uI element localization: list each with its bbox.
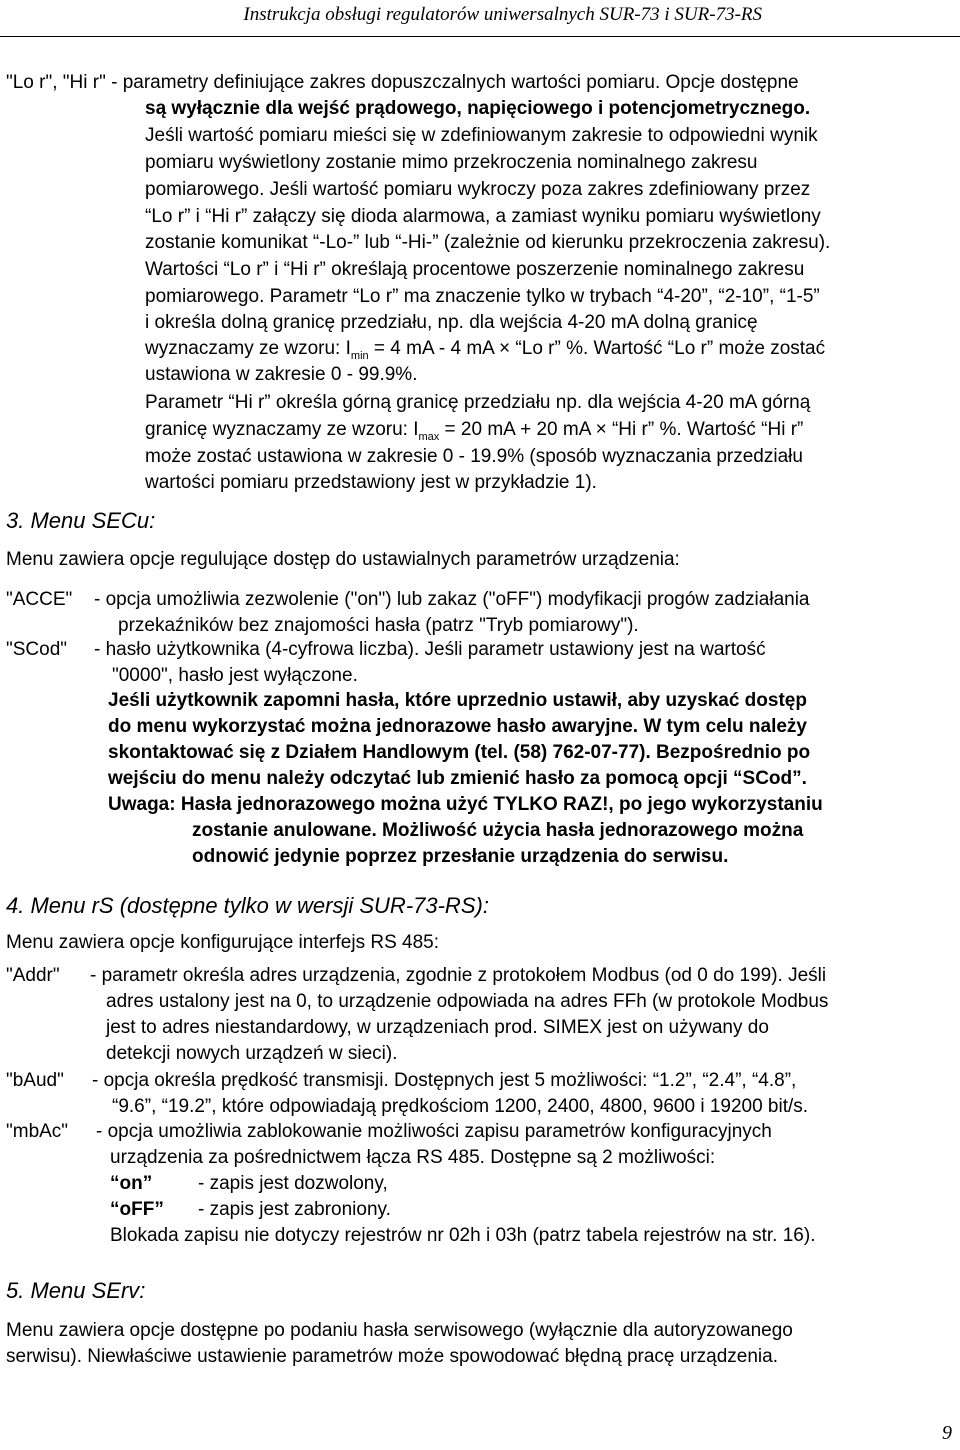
option-on-desc: - zapis jest dozwolony, (198, 1173, 388, 1194)
serv-line: serwisu). Niewłaściwe ustawienie parametrów może spowodować błędną pracę urządzenia. (6, 1346, 778, 1367)
document-title: Instrukcja obsługi regulatorów uniwersalnych SUR-73 i SUR-73-RS (243, 4, 762, 25)
param-label-acce: "ACCE" (6, 589, 73, 610)
note-line: Uwaga: Hasła jednorazowego można użyć TYLKO RAZ!, po jego wykorzystaniu (108, 794, 823, 815)
lo-hi-line: pomiaru wyświetlony zostanie mimo przekroczenia nominalnego zakresu (145, 152, 758, 173)
param-desc: jest to adres niestandardowy, w urządzeniach prod. SIMEX jest on używany do (106, 1017, 769, 1038)
lo-hi-line: Parametr “Hi r” określa górną granicę przedziału np. dla wejścia 4-20 mA górną (145, 392, 811, 413)
lo-hi-line: zostanie komunikat “-Lo-” lub “-Hi-” (zależnie od kierunku przekroczenia zakresu). (145, 232, 831, 253)
param-desc: adres ustalony jest na 0, to urządzenie odpowiada na adres FFh (w protokole Modbus (106, 991, 829, 1012)
section-heading-serv: 5. Menu SErv: (6, 1278, 146, 1303)
lo-hi-line: pomiarowego. Jeśli wartość pomiaru wykroczy poza zakres zdefiniowany przez (145, 179, 811, 200)
secu-intro: Menu zawiera opcje regulujące dostęp do ustawialnych parametrów urządzenia: (6, 549, 680, 570)
mbac-note: Blokada zapisu nie dotyczy rejestrów nr 02h i 03h (patrz tabela rejestrów na str. 16). (110, 1225, 816, 1246)
page-header (0, 0, 960, 37)
lo-hi-line: może zostać ustawiona w zakresie 0 - 19.9% (sposób wyznaczania przedziału (145, 446, 803, 467)
param-label-scod: "SCod" (6, 639, 68, 660)
lo-hi-line: Jeśli wartość pomiaru mieści się w zdefiniowanym zakresie to odpowiedni wynik (145, 125, 818, 146)
section-heading-secu: 3. Menu SECu: (6, 508, 156, 533)
section-heading-rs: 4. Menu rS (dostępne tylko w wersji SUR-73-RS): (6, 893, 489, 918)
subscript: min (350, 349, 369, 362)
formula-text: wyznaczamy ze wzoru: I (145, 338, 351, 359)
param-desc: - opcja umożliwia zezwolenie ("on") lub zakaz ("oFF") modyfikacji progów zadziałania (94, 589, 810, 610)
note-line: do menu wykorzystać można jednorazowe hasło awaryjne. W tym celu należy (108, 716, 807, 737)
param-label-mbac: "mbAc" (6, 1121, 69, 1142)
subscript: max (418, 430, 440, 443)
lo-hi-formula-max (145, 417, 803, 443)
rs-intro: Menu zawiera opcje konfigurujące interfejs RS 485: (6, 932, 440, 953)
lo-hi-formula-min (145, 336, 825, 362)
lo-hi-line: wartości pomiaru przedstawiony jest w przykładzie 1). (145, 472, 597, 493)
note-line: odnowić jedynie poprzez przesłanie urządzenia do serwisu. (192, 846, 729, 867)
option-off: “oFF” (110, 1199, 164, 1220)
note-line: wejściu do menu należy odczytać lub zmienić hasło za pomocą opcji “SCod”. (108, 768, 807, 789)
lo-hi-line: są wyłącznie dla wejść prądowego, napięciowego i potencjometrycznego. (145, 98, 811, 119)
param-desc: - opcja umożliwia zablokowanie możliwości zapisu parametrów konfiguracyjnych (96, 1121, 772, 1142)
param-label-addr: "Addr" (6, 965, 60, 986)
note-line: Jeśli użytkownik zapomni hasła, które uprzednio ustawił, aby uzyskać dostęp (108, 690, 807, 711)
param-desc: - opcja określa prędkość transmisji. Dostępnych jest 5 możliwości: “1.2”, “2.4”, “4.8”, (92, 1070, 797, 1091)
option-on: “on” (110, 1173, 153, 1194)
lo-hi-line: “Lo r” i “Hi r” załączy się dioda alarmowa, a zamiast wyniku pomiaru wyświetlony (145, 206, 821, 227)
lo-hi-line: "Lo r", "Hi r" - parametry definiujące zakres dopuszczalnych wartości pomiaru. Opcje dostępne (6, 72, 799, 93)
lo-hi-line: ustawiona w zakresie 0 - 99.9%. (145, 364, 418, 385)
param-desc: “9.6”, “19.2”, które odpowiadają prędkościom 1200, 2400, 4800, 9600 i 19200 bit/s. (112, 1096, 809, 1117)
param-desc: detekcji nowych urządzeń w sieci). (106, 1043, 398, 1064)
note-line: zostanie anulowane. Możliwość użycia hasła jednorazowego można (192, 820, 804, 841)
param-desc: - parametr określa adres urządzenia, zgodnie z protokołem Modbus (od 0 do 199). Jeśli (90, 965, 827, 986)
lo-hi-line: pomiarowego. Parametr “Lo r” ma znaczenie tylko w trybach “4-20”, “2-10”, “1-5” (145, 286, 820, 307)
note-line: skontaktować się z Działem Handlowym (tel. (58) 762-07-77). Bezpośrednio po (108, 742, 811, 763)
param-label-baud: "bAud" (6, 1070, 64, 1091)
lo-hi-line: Wartości “Lo r” i “Hi r” określają procentowe poszerzenie nominalnego zakresu (145, 259, 805, 280)
lo-hi-line: i określa dolną granicę przedziału, np. dla wejścia 4-20 mA dolną granicę (145, 312, 758, 333)
formula-text: = 20 mA + 20 mA × “Hi r” %. Wartość “Hi r” (439, 419, 804, 440)
serv-line: Menu zawiera opcje dostępne po podaniu hasła serwisowego (wyłącznie dla autoryzowanego (6, 1320, 793, 1341)
formula-text: granicę wyznaczamy ze wzoru: I (145, 419, 419, 440)
param-desc: "0000", hasło jest wyłączone. (112, 665, 358, 686)
param-desc: - hasło użytkownika (4-cyfrowa liczba). Jeśli parametr ustawiony jest na wartość (94, 639, 766, 660)
formula-text: = 4 mA - 4 mA × “Lo r” %. Wartość “Lo r” może zostać (368, 338, 826, 359)
option-off-desc: - zapis jest zabroniony. (198, 1199, 391, 1220)
param-desc: urządzenia za pośrednictwem łącza RS 485. Dostępne są 2 możliwości: (110, 1147, 716, 1168)
param-desc: przekaźników bez znajomości hasła (patrz "Tryb pomiarowy"). (118, 615, 639, 636)
page-number: 9 (942, 1422, 952, 1444)
